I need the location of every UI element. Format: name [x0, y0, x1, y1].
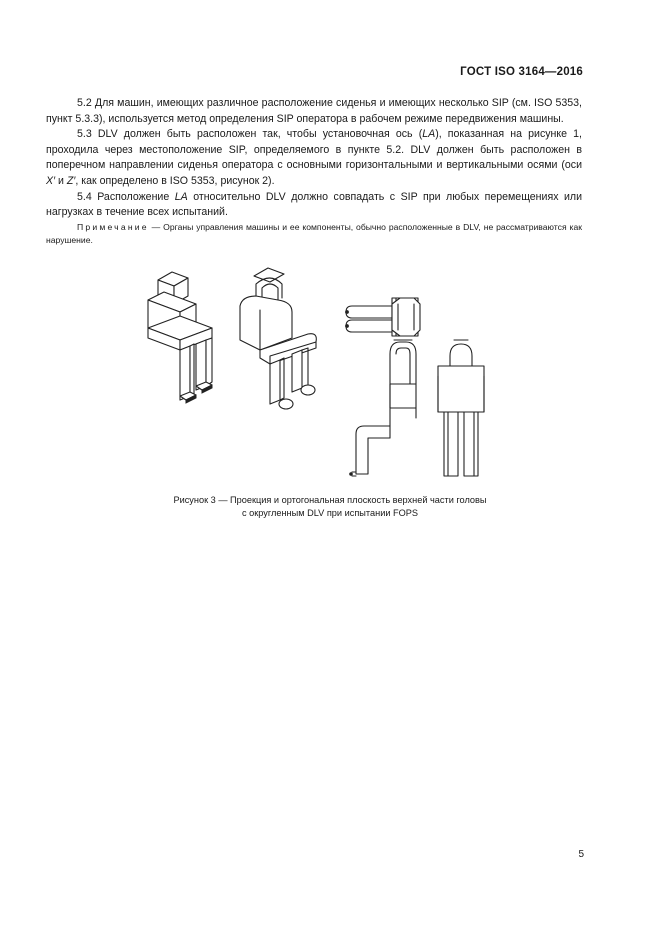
note-label: Примечание — [77, 222, 149, 232]
dlv-front-view — [438, 340, 484, 476]
standard-header: ГОСТ ISO 3164—2016 — [460, 66, 583, 78]
note — [46, 221, 582, 247]
paragraph-5-3-part4: , как определено в ISO 5353, рисунок 2). — [75, 174, 275, 187]
paragraph-5-4-part1: 5.4 Расположение — [77, 190, 175, 203]
axis-x-term: X′ — [46, 174, 56, 187]
paragraph-5-3 — [46, 127, 582, 189]
body-text — [46, 96, 582, 221]
la-term: LA — [174, 190, 188, 203]
note-text: — Органы управления машины и ее компоненты, обычно расположенные в DLV, не рассматриваются как нарушение. — [46, 222, 582, 245]
paragraph-5-3-part3: и — [55, 174, 67, 187]
dlv-drawing — [120, 258, 540, 488]
paragraph-5-2: 5.2 Для машин, имеющих различное расположение сиденья и имеющих несколько SIP (см. ISO 5353, пункт 5.3.3), используется метод определения SIP оператора в рабочем режиме передвижения машины. — [46, 97, 582, 125]
page-number: 5 — [578, 849, 584, 860]
dlv-side-view — [350, 340, 416, 476]
paragraph-5-4 — [46, 190, 582, 221]
paragraph-5-3-part2: ), показанная на рисунке 1, проходила через местоположение SIP, определяемого в пункте 5.2. DLV должен быть расположен в поперечном направлении сиденья оператора с основными горизонтальными и вертикальными осями (оси — [46, 128, 582, 172]
dlv-top-view — [346, 298, 420, 336]
figure-caption-line2: с округленным DLV при испытании FOPS — [241, 508, 419, 518]
figure-caption — [100, 494, 560, 520]
axis-z-term: Z′ — [66, 174, 76, 187]
dlv-isometric-square-head — [148, 272, 212, 403]
paragraph-5-4-part2: относительно DLV должно совпадать с SIP при любых перемещениях или нагрузках в течение всех испытаний. — [46, 190, 582, 219]
paragraph-5-3-part1: 5.3 DLV должен быть расположен так, чтобы установочная ось ( — [77, 128, 423, 141]
la-term: LA — [422, 128, 436, 141]
figure-3 — [120, 258, 540, 488]
figure-caption-line1: Рисунок 3 — Проекция и ортогональная плоскость верхней части головы — [173, 495, 487, 505]
dlv-isometric-rounded-head — [240, 268, 316, 409]
